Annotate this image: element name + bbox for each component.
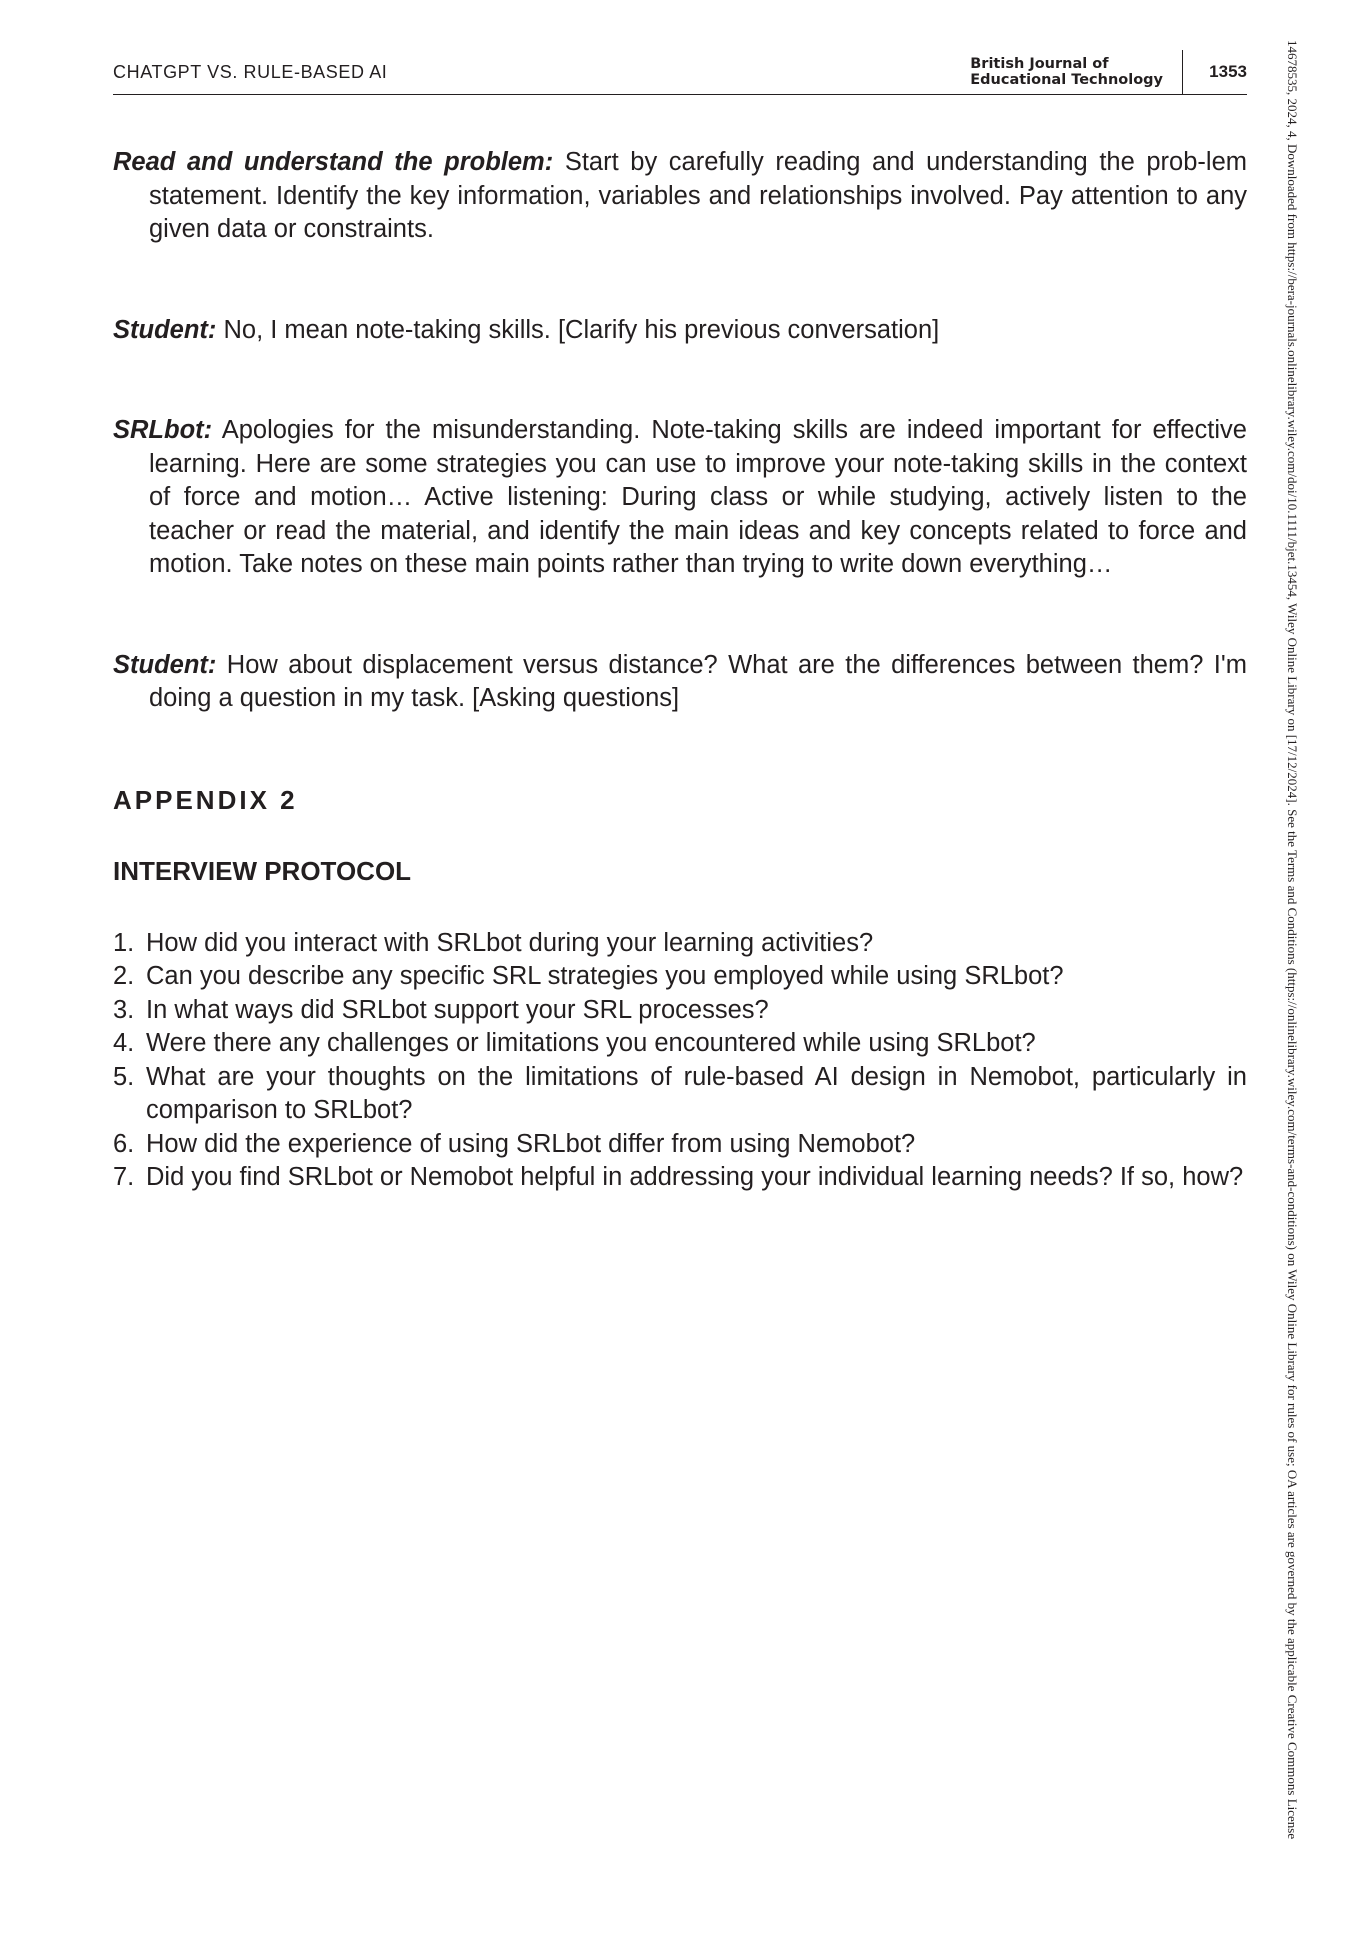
list-item [113, 1128, 1247, 1162]
question-text: How did the experience of using SRLbot differ from using Nemobot? [146, 1129, 916, 1158]
download-notice: 14678535, 2024, 4, Downloaded from https://bera-journals.onlinelibrary.wiley.com/doi/10.1111/bjet.13454, Wiley Online Library on [17/12/2024]. See the Terms and Conditions (https://onlinelibrary.wiley.com/terms-and-conditions) on Wiley Online Library for rules of use; OA articles are governed by the applicable Creative Commons License [1285, 40, 1300, 1840]
question-number: 1. [113, 928, 135, 957]
page-header [113, 46, 1247, 95]
journal-name-line-2: Educational Technology [970, 72, 1163, 88]
appendix-heading: APPENDIX 2 [113, 784, 298, 815]
question-number: 2. [113, 962, 135, 990]
page-number: 1353 [1209, 62, 1247, 81]
dialogue-turn-problem [113, 146, 1247, 247]
turn-text: No, I mean note-taking skills. [Clarify his previous conversation] [216, 315, 940, 344]
article-body [113, 146, 1247, 1195]
question-text: Were there any challenges or limitations you encountered while using SRLbot? [146, 1029, 1036, 1057]
question-text: Can you describe any specific SRL strategies you employed while using SRLbot? [146, 962, 1064, 990]
header-divider [1182, 50, 1184, 94]
journal-name [970, 56, 1163, 88]
interview-protocol-heading: INTERVIEW PROTOCOL [113, 856, 412, 886]
list-item [113, 927, 1247, 961]
turn-text: How about displacement versus distance? What are the differences between them? I'm doing a question in my task. [Asking questions] [149, 650, 1247, 712]
list-item [113, 994, 1247, 1028]
speaker-label: Read and understand the problem: [113, 148, 554, 176]
dialogue-turn-srlbot [113, 414, 1247, 582]
list-item [113, 960, 1247, 994]
running-title: CHATGPT VS. RULE-BASED AI [113, 62, 388, 82]
question-number: 7. [113, 1163, 135, 1191]
question-number: 4. [113, 1029, 135, 1057]
journal-name-line-1: British Journal of [970, 56, 1109, 72]
question-text: Did you find SRLbot or Nemobot helpful in addressing your individual learning needs? If so, how? [146, 1163, 1244, 1191]
speaker-label: Student: [113, 650, 217, 679]
speaker-label: SRLbot: [113, 416, 213, 444]
dialogue-turn-student [113, 314, 1247, 348]
list-item [113, 1027, 1247, 1061]
question-number: 6. [113, 1129, 135, 1158]
list-item [113, 1161, 1247, 1195]
dialogue-turn-student [113, 649, 1247, 716]
interview-question-list [113, 927, 1247, 1195]
question-text: What are your thoughts on the limitations of rule-based AI design in Nemobot, particularly in comparison to SRLbot? [146, 1062, 1247, 1124]
turn-text: Start by carefully reading and understanding the prob-lem statement. Identify the key information, variables and relationships involved. Pay attention to any given data or constraints. [149, 148, 1247, 243]
speaker-label: Student: [113, 315, 217, 344]
question-number: 5. [113, 1062, 135, 1091]
question-number: 3. [113, 995, 135, 1024]
turn-text: Apologies for the misunderstanding. Note-taking skills are indeed important for effective learning. Here are some strategies you can use to improve your note-taking skills in the context of force and motion… Active listening: During class or while studying, actively listen to the teacher or read the material, and identify the main ideas and key concepts related to force and motion. Take notes on these main points rather than trying to write down everything… [149, 416, 1247, 578]
question-text: How did you interact with SRLbot during your learning activities? [146, 928, 874, 957]
list-item [113, 1061, 1247, 1128]
question-text: In what ways did SRLbot support your SRL processes? [146, 995, 769, 1024]
